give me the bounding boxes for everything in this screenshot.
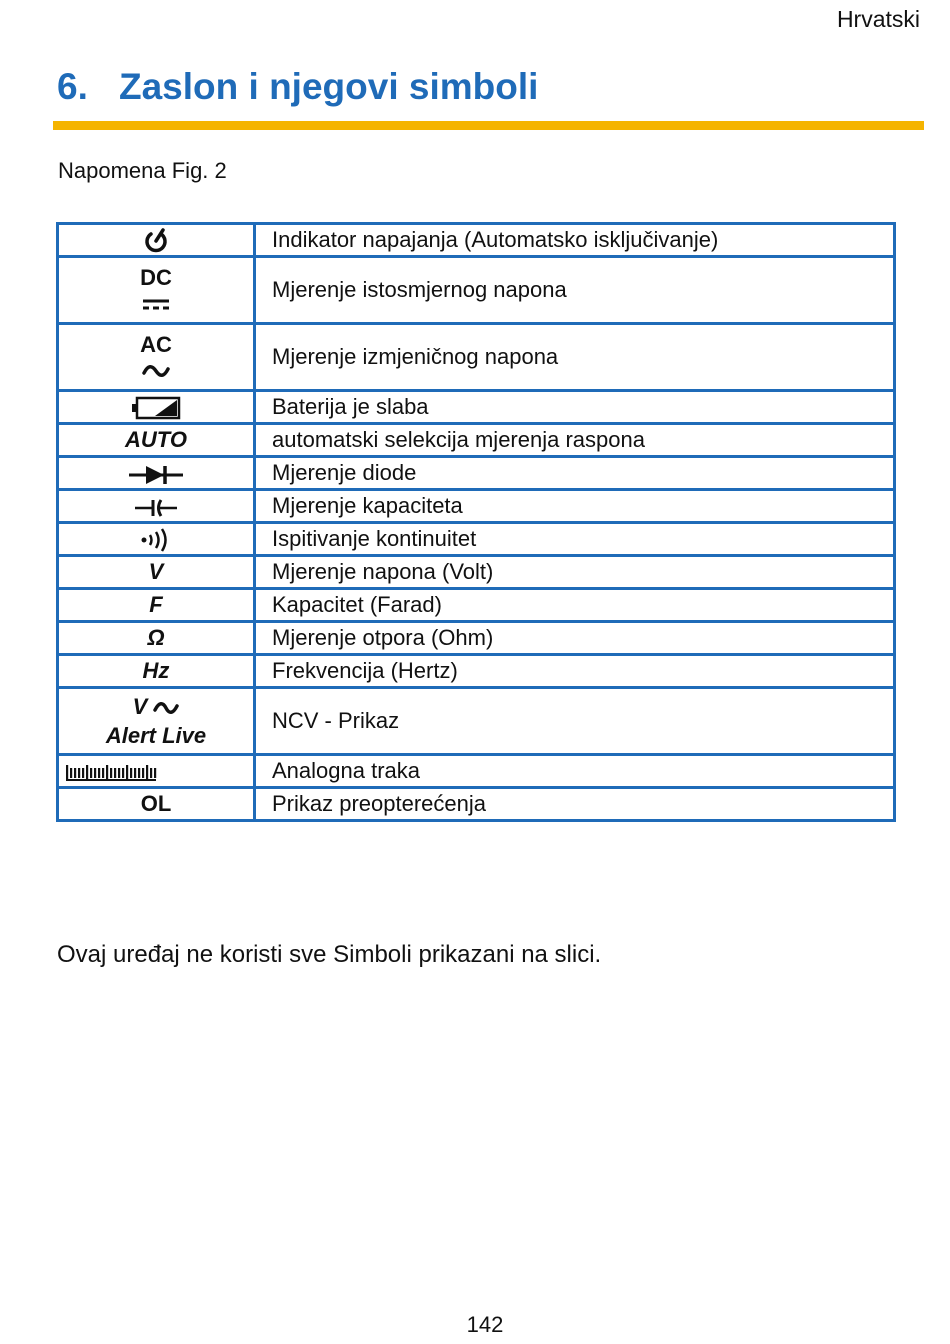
analog-bar-icon [65,764,157,782]
symbols-table [56,222,896,822]
ncv-wave-icon [153,700,179,716]
continuity-icon [140,528,172,552]
table-row [58,457,895,490]
symbol-cell: AUTO [58,424,255,457]
table-row [58,788,895,821]
description-cell: Indikator napajanja (Automatsko isključivanje) [255,224,895,257]
section-title-text: Zaslon i njegovi simboli [119,66,539,107]
symbol-cell: Ω [58,622,255,655]
ncv-symbol [59,694,253,719]
description-cell: Analogna traka [255,755,895,788]
description-cell: Mjerenje diode [255,457,895,490]
description-cell: Mjerenje istosmjernog napona [255,257,895,324]
symbol-cell: OL [58,788,255,821]
table-row [58,490,895,523]
description-cell: automatski selekcija mjerenja raspona [255,424,895,457]
dc-label: DC [140,264,172,290]
symbol-cell [58,755,255,788]
symbol-cell [58,224,255,257]
ncv-v-label: V [132,693,148,719]
dc-icon [142,297,170,311]
description-cell: Mjerenje otpora (Ohm) [255,622,895,655]
footer-note: Ovaj uređaj ne koristi sve Simboli prikazani na slici. [57,941,602,968]
description-cell: Mjerenje napona (Volt) [255,556,895,589]
ac-label: AC [140,331,172,357]
description-cell: Baterija je slaba [255,391,895,424]
table-row [58,324,895,391]
figure-note: Napomena Fig. 2 [58,158,227,183]
symbol-cell [58,688,255,755]
description-cell: Prikaz preopterećenja [255,788,895,821]
ac-wave-icon [142,363,170,379]
table-row [58,655,895,688]
description-cell: Ispitivanje kontinuitet [255,523,895,556]
symbol-cell: F [58,589,255,622]
page-number: 142 [466,1312,504,1337]
table-row [58,755,895,788]
table-row [58,589,895,622]
description-cell: Frekvencija (Hertz) [255,655,895,688]
symbol-cell [58,324,255,391]
title-underline [53,121,924,130]
symbol-cell [58,257,255,324]
description-cell: Mjerenje izmjeničnog napona [255,324,895,391]
section-title [57,66,538,108]
symbol-cell [58,391,255,424]
table-row [58,224,895,257]
description-cell: Mjerenje kapaciteta [255,490,895,523]
table-row [58,257,895,324]
description-cell: Kapacitet (Farad) [255,589,895,622]
table-row [58,424,895,457]
section-number: 6. [57,66,88,107]
table-row [58,622,895,655]
symbol-cell: V [58,556,255,589]
table-row [58,556,895,589]
table-row [58,523,895,556]
table-row [58,391,895,424]
power-icon [143,228,169,254]
symbol-cell [58,457,255,490]
symbol-cell: Hz [58,655,255,688]
diode-icon [128,464,184,486]
table-row [58,688,895,755]
battery-low-icon [131,396,181,420]
description-cell: NCV - Prikaz [255,688,895,755]
ncv-alert-label: Alert Live [105,723,207,748]
symbol-cell [58,523,255,556]
language-label: Hrvatski [836,6,920,32]
symbol-cell [58,490,255,523]
capacitor-icon [134,498,178,518]
